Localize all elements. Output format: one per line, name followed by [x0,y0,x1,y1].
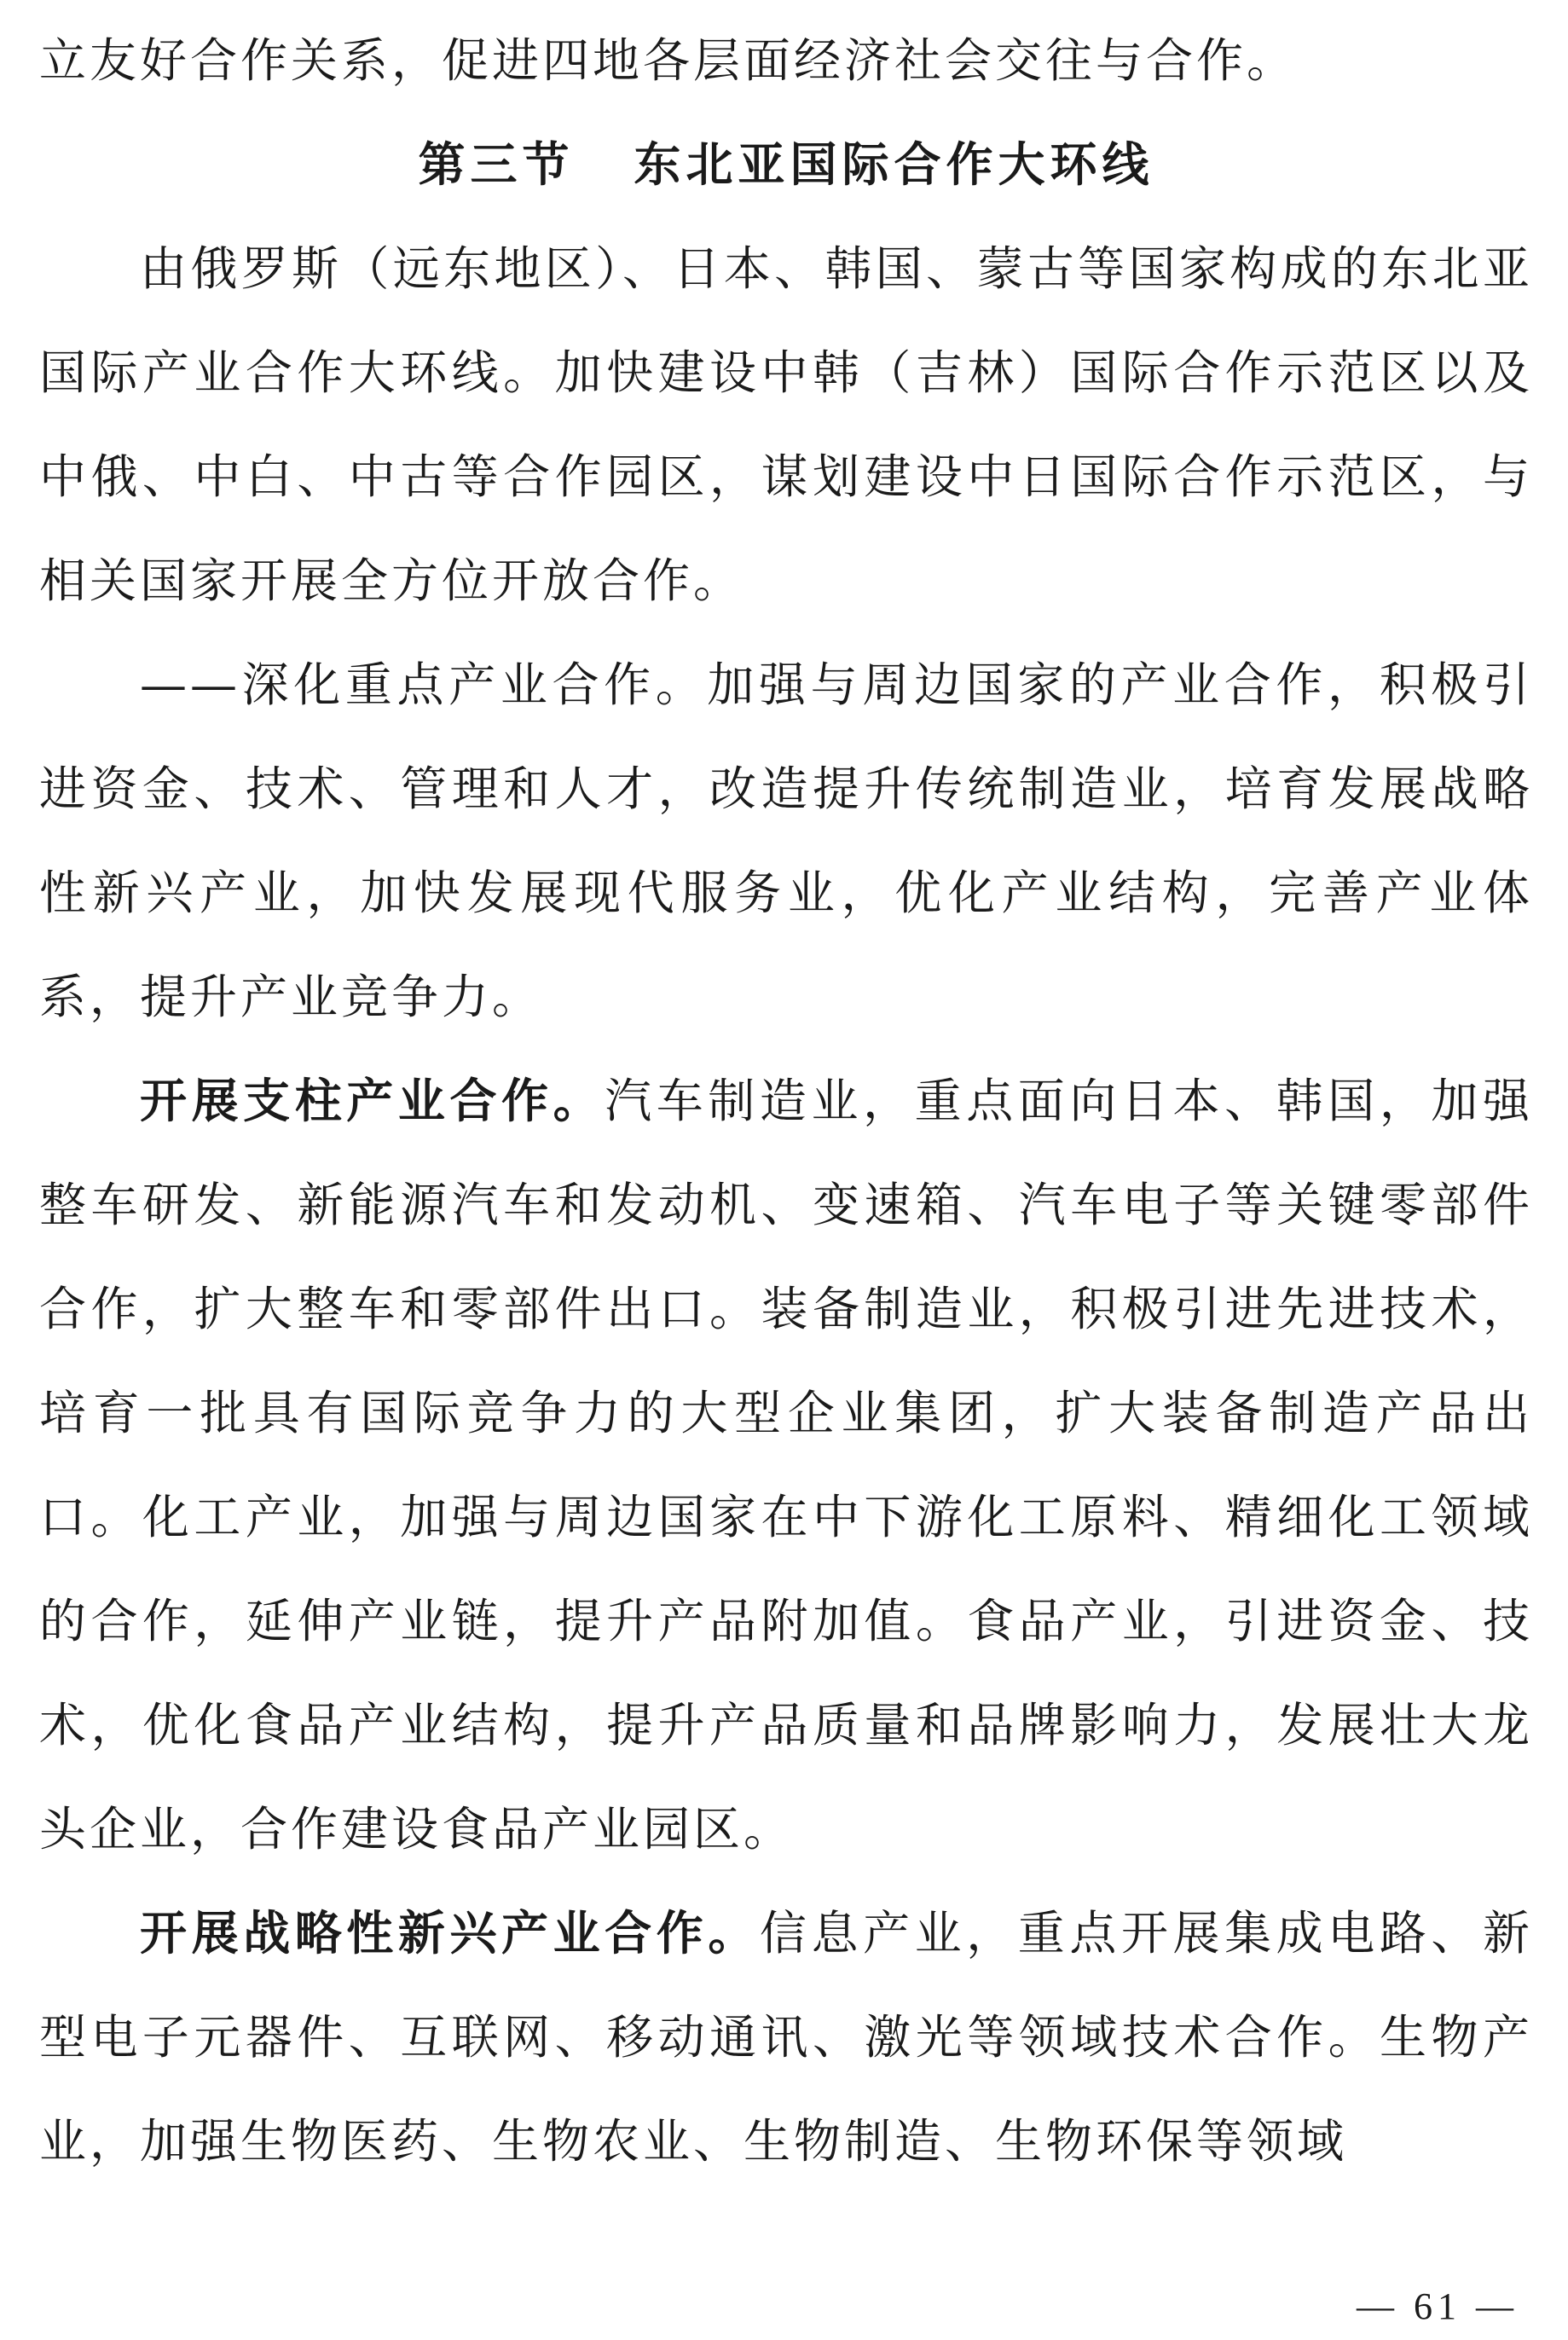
paragraph-body: 信息产业，重点开展集成电路、新型电子元器件、互联网、移动通讯、激光等领域技术合作。生物产业，加强生物医药、生物农业、生物制造、生物环保等领域 [39,1906,1533,2169]
paragraph-lead: ——深化重点产业合作。 [140,657,708,712]
paragraph-body: 汽车制造业，重点面向日本、韩国，加强整车研发、新能源汽车和发动机、变速箱、汽车电子等关键零部件合作，扩大整车和零部件出口。装备制造业，积极引进先进技术，培育一批具有国际竞争力的大型企业集团，扩大装备制造产品出口。化工产业，加强与周边国家在中下游化工原料、精细化工领域的合作，延伸产业链，提升产品附加值。食品产业，引进资金、技术，优化食品产业结构，提升产品质量和品牌影响力，发展壮大龙头企业，合作建设食品产业园区。 [39,1074,1533,1856]
paragraph-pillar-industry [39,1049,1533,1881]
page-number: — 61 — [1357,2285,1519,2327]
section-heading [39,113,1533,217]
section-title: 东北亚国际合作大环线 [634,137,1154,192]
paragraph-emerging-industry [39,1881,1533,2193]
section-number: 第三节 [418,137,575,192]
paragraph-lead: 开展战略性新兴产业合作。 [140,1906,760,1961]
paragraph-body: 加强与周边国家的产业合作，积极引进资金、技术、管理和人才，改造提升传统制造业，培育发展战略性新兴产业，加快发展现代服务业，优化产业结构，完善产业体系，提升产业竞争力。 [39,657,1533,1024]
paragraph-industry-cooperation [39,633,1533,1049]
paragraph-lead: 开展支柱产业合作。 [140,1074,605,1128]
paragraph-continued: 立友好合作关系，促进四地各层面经济社会交往与合作。 [39,33,1298,88]
page-body [39,0,1533,2193]
paragraph-intro: 由俄罗斯（远东地区）、日本、韩国、蒙古等国家构成的东北亚国际产业合作大环线。加快建设中韩（吉林）国际合作示范区以及中俄、中白、中古等合作园区，谋划建设中日国际合作示范区，与相关国家开展全方位开放合作。 [39,241,1533,608]
